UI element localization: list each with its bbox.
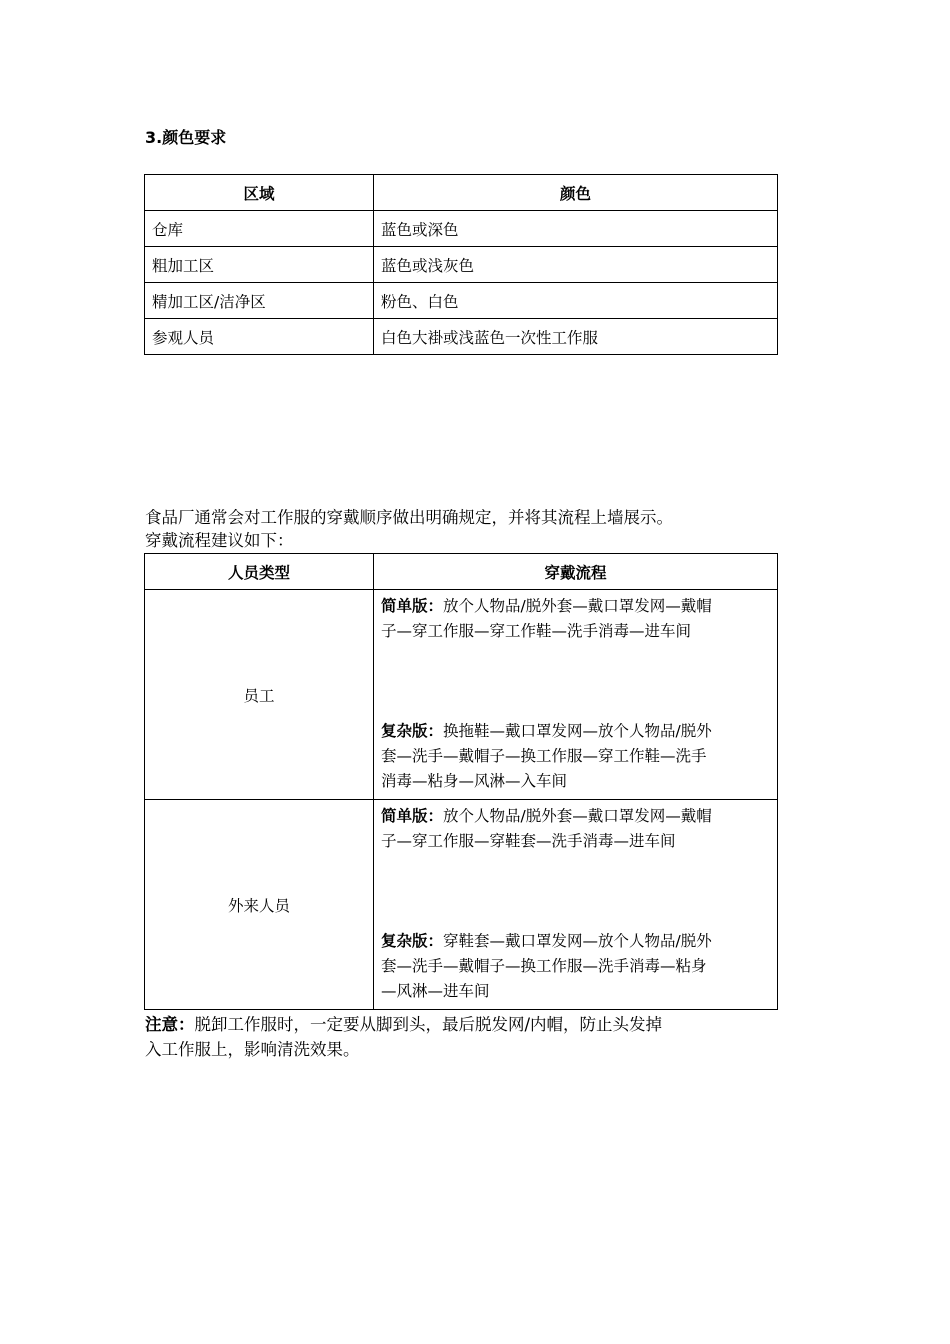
area-cell: 参观人员	[145, 319, 374, 355]
flow-text: —风淋—进车间	[381, 982, 490, 1000]
flow-text: 消毒—粘身—风淋—入车间	[381, 772, 568, 790]
simple-label: 简单版：	[381, 597, 444, 615]
header-color: 颜色	[374, 175, 778, 211]
color-cell: 粉色、白色	[374, 283, 778, 319]
color-requirements-table	[144, 174, 778, 355]
table-row	[145, 319, 778, 355]
header-dressing-flow: 穿戴流程	[374, 554, 778, 590]
area-cell: 精加工区/洁净区	[145, 283, 374, 319]
person-type-cell: 外来人员	[145, 800, 374, 1010]
complex-flow	[381, 929, 770, 1004]
color-cell: 白色大褂或浅蓝色一次性工作服	[374, 319, 778, 355]
flow-text: 放个人物品/脱外套—戴口罩发网—戴帽	[443, 807, 712, 825]
area-cell: 仓库	[145, 211, 374, 247]
simple-label: 简单版：	[381, 807, 444, 825]
table-row	[145, 590, 778, 800]
color-cell: 蓝色或浅灰色	[374, 247, 778, 283]
flow-cell	[374, 590, 778, 800]
flow-text: 套—洗手—戴帽子—换工作服—穿工作鞋—洗手	[381, 747, 707, 765]
complex-label: 复杂版：	[381, 932, 444, 950]
flow-text: 子—穿工作服—穿鞋套—洗手消毒—进车间	[381, 832, 676, 850]
flow-text: 换拖鞋—戴口罩发网—放个人物品/脱外	[443, 722, 712, 740]
note-paragraph	[145, 1012, 805, 1062]
note-line	[145, 1012, 805, 1037]
header-area: 区域	[145, 175, 374, 211]
area-cell: 粗加工区	[145, 247, 374, 283]
intro-line: 食品厂通常会对工作服的穿戴顺序做出明确规定，并将其流程上墙展示。	[145, 508, 673, 527]
color-cell: 蓝色或深色	[374, 211, 778, 247]
header-person-type: 人员类型	[145, 554, 374, 590]
table-row	[145, 800, 778, 1010]
intro-paragraph	[145, 506, 805, 552]
simple-flow	[381, 594, 770, 644]
intro-line: 穿戴流程建议如下：	[145, 531, 294, 550]
flow-text: 穿鞋套—戴口罩发网—放个人物品/脱外	[443, 932, 712, 950]
flow-cell	[374, 800, 778, 1010]
dressing-flow-table	[144, 553, 778, 1010]
table-row	[145, 211, 778, 247]
flow-text: 放个人物品/脱外套—戴口罩发网—戴帽	[443, 597, 712, 615]
complex-flow	[381, 719, 770, 794]
complex-label: 复杂版：	[381, 722, 444, 740]
section-title: 3.颜色要求	[145, 128, 227, 147]
table-row	[145, 247, 778, 283]
flow-text: 套—洗手—戴帽子—换工作服—洗手消毒—粘身	[381, 957, 707, 975]
person-type-cell: 员工	[145, 590, 374, 800]
note-line: 入工作服上，影响清洗效果。	[145, 1040, 360, 1059]
flow-text: 子—穿工作服—穿工作鞋—洗手消毒—进车间	[381, 622, 692, 640]
note-text: 脱卸工作服时，一定要从脚到头，最后脱发网/内帽，防止头发掉	[194, 1015, 663, 1034]
table-header-row	[145, 175, 778, 211]
note-label: 注意：	[145, 1015, 195, 1034]
table-row	[145, 283, 778, 319]
table-header-row	[145, 554, 778, 590]
simple-flow	[381, 804, 770, 854]
